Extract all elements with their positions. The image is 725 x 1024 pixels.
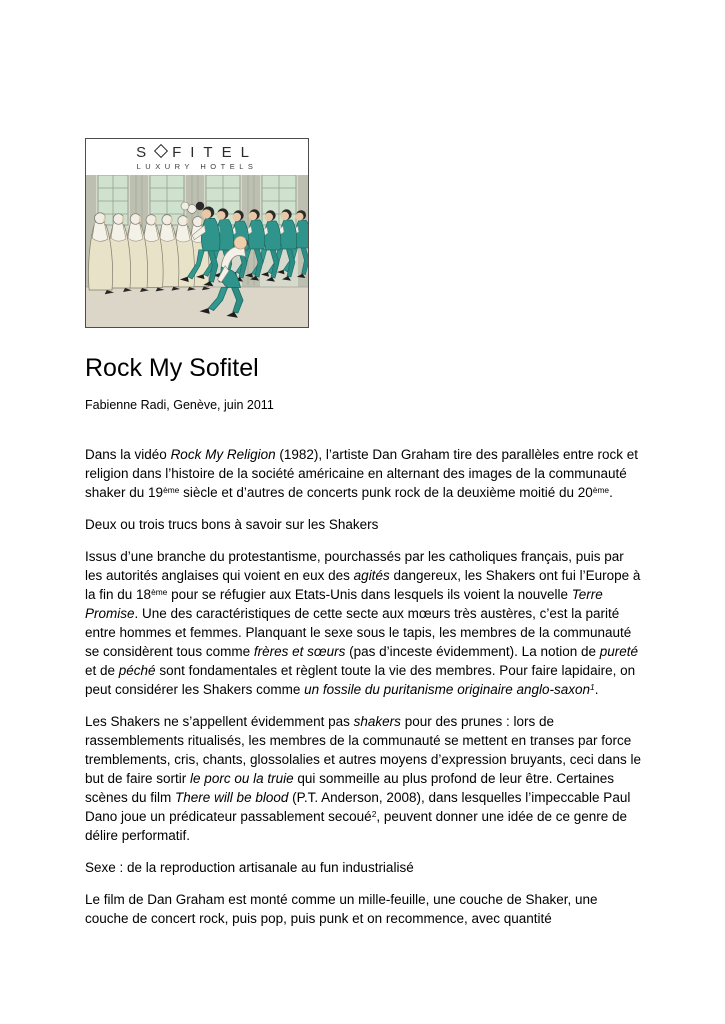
shakers-illustration (86, 175, 308, 327)
brand-letter-s: S (136, 144, 156, 161)
section-heading: Deux ou trois trucs bons à savoir sur les Shakers (85, 516, 379, 532)
sofitel-shakers-image (85, 138, 309, 328)
byline: Fabienne Radi, Genève, juin 2011 (85, 397, 274, 412)
sofitel-logo (86, 139, 308, 175)
section-heading: Sexe : de la reproduction artisanale au fun industrialisé (85, 859, 414, 875)
body-paragraph: Le film de Dan Graham est monté comme un mille-feuille, une couche de Shaker, une couche de concert rock, puis pop, puis punk et on recommence, avec quantité (85, 891, 598, 926)
page-content (85, 138, 642, 941)
sofitel-brand-line (86, 139, 308, 161)
diamond-o-icon (154, 144, 168, 158)
body-paragraph: Dans la vidéo Rock My Religion (1982), l’artiste Dan Graham tire des parallèles entre rock et religion dans l’histoire de la société américaine en alternant des images de la communauté shaker du 19ème siècle et d’autres de concerts punk rock de la deuxième moitié du 20ème. (85, 446, 639, 500)
article-body (85, 445, 642, 928)
sofitel-tagline: LUXURY HOTELS (136, 162, 258, 171)
page-title: Rock My Sofitel (85, 354, 259, 382)
body-paragraph: Les Shakers ne s’appellent évidemment pas shakers pour des prunes : lors de rassemblements ritualisés, les membres de la communauté se mettent en transes par force tremblements, cris, chants, glossolalies et autres moyens d’expression bruyants, ceci dans le but de faire sortir le porc ou la truie qui sommeille au plus profond de leur être. Certaines scènes du film There will be blood (P.T. Anderson, 2008), dans lesquelles l’impeccable Paul Dano joue un prédicateur passablement secoué$^2$, peuvent donner une idée de ce genre de délire performatif. (85, 713, 642, 843)
body-paragraph: Issus d’une branche du protestantisme, pourchassés par les catholiques français, puis par les autorités anglaises qui voient en eux des agités dangereux, les Shakers ont fui l’Europe à la fin du 18ème pour se réfugier aux Etats-Unis dans lesquels ils voient la nouvelle Terre Promise. Une des caractéristiques de cette secte aux mœurs très austères, c’est la parité entre hommes et femmes. Planquant le sexe sous le tapis, les membres de la communauté se considèrent tous comme frères et sœurs (pas d’inceste évidemment). La notion de pureté et de péché sont fondamentales et règlent toute la vie des membres. Pour faire lapidaire, on peut considérer les Shakers comme un fossile du puritanisme originaire anglo-saxon$^1$. (85, 548, 641, 697)
brand-letters-rest: FITEL (172, 144, 258, 161)
